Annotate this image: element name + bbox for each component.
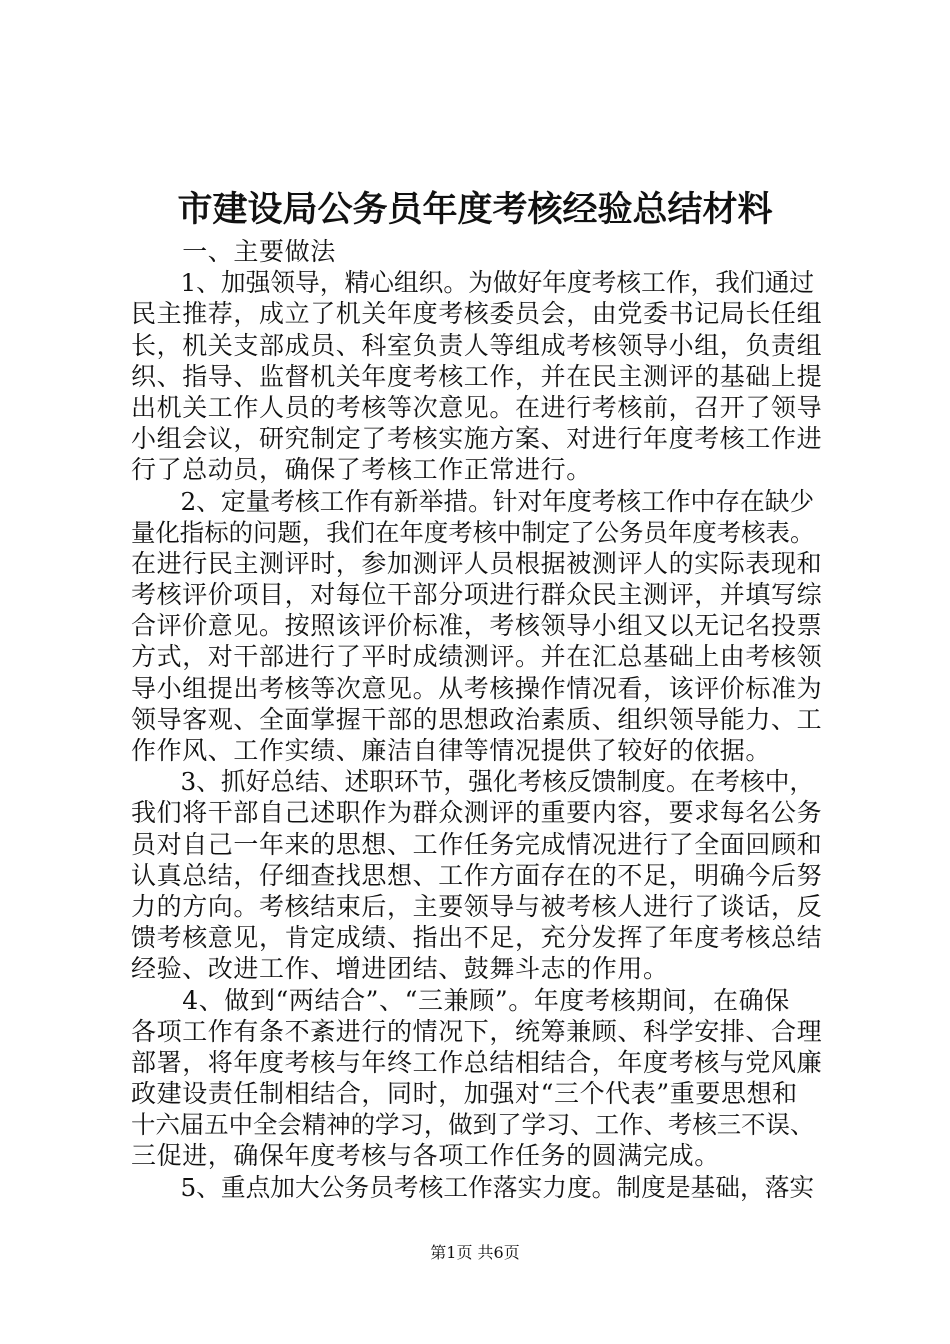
body-line: 考核评价项目，对每位干部分项进行群众民主测评，并填写综 [131, 580, 823, 610]
body-line: 导小组提出考核等次意见。从考核操作情况看，该评价标准为 [131, 673, 823, 703]
body-line: 领导客观、全面掌握干部的思想政治素质、组织领导能力、工 [131, 704, 823, 734]
body-line: 十六届五中全会精神的学习，做到了学习、工作、考核三不误、 [131, 1110, 815, 1140]
page-footer: 第1页 共6页 [430, 1243, 520, 1262]
body-line: 4、做到“两结合”、“三兼顾”。年度考核期间，在确保 [131, 985, 790, 1015]
body-line: 在进行民主测评时，参加测评人员根据被测评人的实际表现和 [131, 548, 823, 578]
document-title: 市建设局公务员年度考核经验总结材料 [177, 189, 773, 230]
body-line: 行了总动员，确保了考核工作正常进行。 [131, 455, 592, 485]
body-line: 长，机关支部成员、科室负责人等组成考核领导小组，负责组 [131, 330, 823, 360]
body-line: 量化指标的问题，我们在年度考核中制定了公务员年度考核表。 [131, 517, 815, 547]
body-line: 政建设责任制相结合，同时，加强对“三个代表”重要思想和 [131, 1079, 798, 1109]
body-line: 三促进，确保年度考核与各项工作任务的圆满完成。 [131, 1141, 720, 1171]
body-line: 小组会议，研究制定了考核实施方案、对进行年度考核工作进 [131, 424, 823, 454]
body-line: 认真总结，仔细查找思想、工作方面存在的不足，明确今后努 [131, 860, 823, 890]
body-line: 5、重点加大公务员考核工作落实力度。制度是基础，落实 [131, 1172, 815, 1202]
body-line: 织、指导、监督机关年度考核工作，并在民主测评的基础上提 [131, 361, 823, 391]
body-line: 馈考核意见，肯定成绩、指出不足，充分发挥了年度考核总结 [131, 923, 823, 953]
body-line: 作作风、工作实绩、廉洁自律等情况提供了较好的依据。 [131, 736, 772, 765]
body-line: 员对自己一年来的思想、工作任务完成情况进行了全面回顾和 [131, 829, 823, 859]
body-line: 部署，将年度考核与年终工作总结相结合，年度考核与党风廉 [131, 1047, 823, 1077]
body-line: 民主推荐，成立了机关年度考核委员会，由党委书记局长任组 [131, 299, 823, 329]
body-line: 一、主要做法 [131, 237, 336, 266]
body-line: 力的方向。考核结束后，主要领导与被考核人进行了谈话，反 [131, 891, 823, 921]
document-body [131, 236, 831, 1203]
body-line: 各项工作有条不紊进行的情况下，统筹兼顾、科学安排、合理 [131, 1016, 823, 1046]
body-line: 出机关工作人员的考核等次意见。在进行考核前，召开了领导 [131, 392, 823, 422]
body-line: 经验、改进工作、增进团结、鼓舞斗志的作用。 [131, 954, 669, 984]
body-line: 合评价意见。按照该评价标准，考核领导小组又以无记名投票 [131, 611, 823, 641]
body-line: 3、抓好总结、述职环节，强化考核反馈制度。在考核中， [131, 767, 815, 797]
body-line: 方式，对干部进行了平时成绩测评。并在汇总基础上由考核领 [131, 642, 823, 672]
body-line: 2、定量考核工作有新举措。针对年度考核工作中存在缺少 [131, 486, 815, 516]
body-line: 1、加强领导，精心组织。为做好年度考核工作，我们通过 [131, 268, 815, 298]
body-line: 我们将干部自己述职作为群众测评的重要内容，要求每名公务 [131, 798, 823, 828]
